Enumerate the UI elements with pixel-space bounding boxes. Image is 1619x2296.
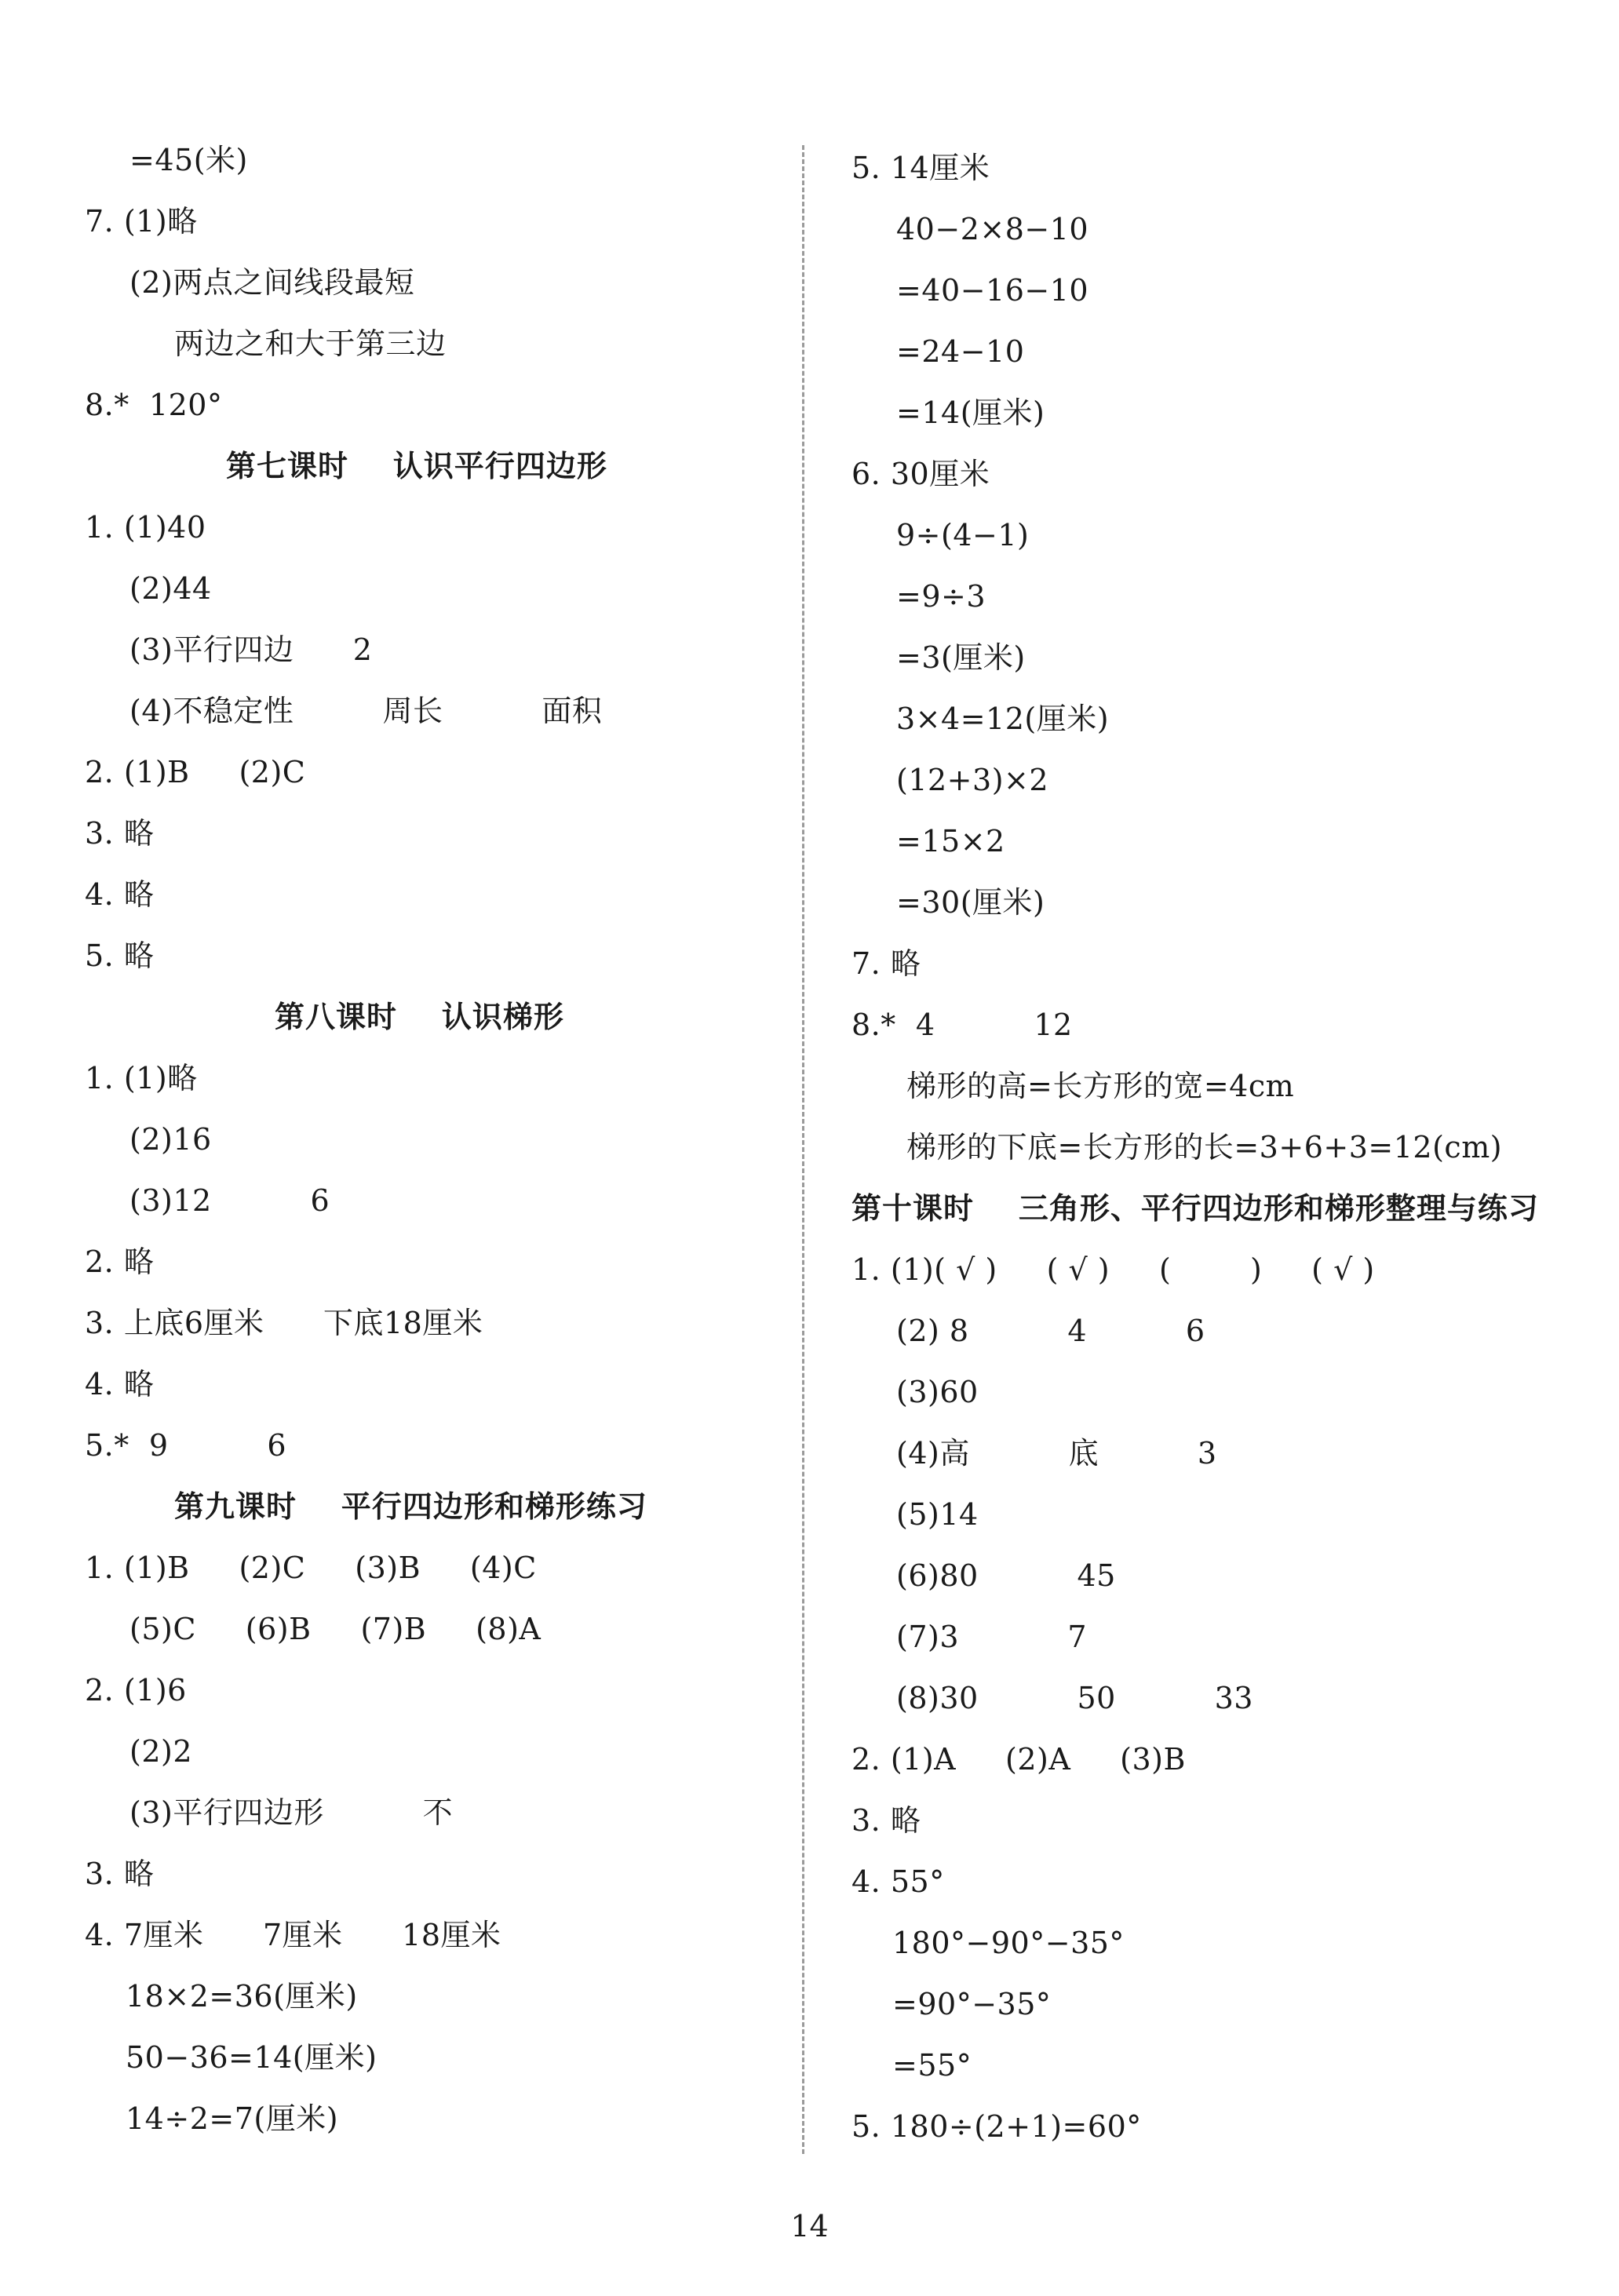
- answer-line: 5. 180÷(2+1)=60°: [851, 2109, 1142, 2144]
- answer-line: 2. (1)6: [85, 1673, 187, 1707]
- answer-line: (4)不稳定性 周长 面积: [129, 694, 603, 728]
- answer-line: 1. (1)B (2)C (3)B (4)C: [85, 1551, 537, 1585]
- answer-line: (5)C (6)B (7)B (8)A: [129, 1612, 541, 1646]
- answer-line: 6. 30厘米: [851, 457, 990, 491]
- answer-line: =30(厘米): [896, 885, 1045, 920]
- answer-line: 1. (1)( √ ) ( √ ) ( ) ( √ ): [851, 1252, 1375, 1287]
- answer-line: (4)高 底 3: [896, 1436, 1217, 1471]
- answer-line: 50−36=14(厘米): [126, 2040, 377, 2075]
- answer-line: 3. 略: [85, 816, 155, 851]
- answer-line: 2. 略: [85, 1245, 155, 1279]
- answer-line: 8.* 120°: [85, 388, 223, 422]
- answer-line: (2)两点之间线段最短: [129, 265, 415, 300]
- answer-line: 3. 略: [851, 1803, 921, 1838]
- answer-line: 4. 7厘米 7厘米 18厘米: [85, 1918, 501, 1952]
- answer-line: =9÷3: [896, 579, 986, 614]
- page-number: 14: [790, 2209, 829, 2243]
- answer-line: 40−2×8−10: [896, 212, 1089, 246]
- answer-line: =40−16−10: [896, 273, 1089, 308]
- answer-line: 梯形的下底=长方形的长=3+6+3=12(cm): [906, 1130, 1503, 1164]
- answer-line: 2. (1)B (2)C: [85, 755, 306, 789]
- answer-line: 7. (1)略: [85, 204, 198, 239]
- answer-line: 1. (1)40: [85, 510, 206, 545]
- answer-line: 5.* 9 6: [85, 1428, 287, 1463]
- answer-line: 180°−90°−35°: [892, 1926, 1125, 1960]
- answer-line: (3)平行四边 2: [129, 632, 373, 667]
- section-heading: 第八课时 认识梯形: [275, 999, 564, 1034]
- answer-line: 3×4=12(厘米): [896, 702, 1110, 736]
- answer-line: (6)80 45: [896, 1558, 1116, 1593]
- answer-line: 14÷2=7(厘米): [126, 2101, 339, 2136]
- answer-line: 两边之和大于第三边: [174, 326, 447, 361]
- section-heading: 第九课时 平行四边形和梯形练习: [174, 1489, 647, 1524]
- answer-line: 3. 上底6厘米 下底18厘米: [85, 1306, 483, 1340]
- answer-line: 9÷(4−1): [896, 518, 1030, 552]
- answer-line: 18×2=36(厘米): [126, 1979, 358, 2014]
- answer-line: =45(米): [129, 143, 248, 177]
- answer-line: (3)60: [896, 1375, 979, 1409]
- section-heading: 第七课时 认识平行四边形: [226, 448, 607, 483]
- answer-line: (5)14: [896, 1497, 979, 1532]
- answer-line: =3(厘米): [896, 640, 1026, 675]
- answer-line: 梯形的高=长方形的宽=4cm: [906, 1069, 1295, 1103]
- answer-line: (2)2: [129, 1734, 193, 1769]
- answer-line: (12+3)×2: [896, 763, 1049, 797]
- answer-line: 2. (1)A (2)A (3)B: [851, 1742, 1186, 1777]
- answer-line: (8)30 50 33: [896, 1681, 1253, 1715]
- answer-line: =90°−35°: [892, 1987, 1052, 2021]
- answer-line: 1. (1)略: [85, 1061, 198, 1095]
- answer-line: =15×2: [896, 824, 1005, 858]
- answer-line: (3)12 6: [129, 1183, 330, 1218]
- answer-line: =24−10: [896, 334, 1025, 369]
- answer-line: (2) 8 4 6: [896, 1314, 1205, 1348]
- answer-line: 3. 略: [85, 1857, 155, 1891]
- answer-line: 4. 55°: [851, 1864, 945, 1899]
- answer-line: 7. 略: [851, 946, 921, 981]
- answer-line: (7)3 7: [896, 1620, 1088, 1654]
- answer-line: =14(厘米): [896, 395, 1045, 430]
- answer-line: 5. 略: [85, 938, 155, 973]
- answer-line: (2)44: [129, 571, 212, 606]
- answer-line: (3)平行四边形 不: [129, 1795, 454, 1830]
- section-heading: 第十课时 三角形、平行四边形和梯形整理与练习: [851, 1190, 1539, 1226]
- column-divider: [802, 145, 804, 2154]
- answer-line: =55°: [892, 2048, 972, 2083]
- answer-line: (2)16: [129, 1122, 212, 1157]
- answer-line: 8.* 4 12: [851, 1008, 1073, 1042]
- answer-line: 5. 14厘米: [851, 151, 990, 185]
- answer-line: 4. 略: [85, 1367, 155, 1401]
- answer-line: 4. 略: [85, 877, 155, 912]
